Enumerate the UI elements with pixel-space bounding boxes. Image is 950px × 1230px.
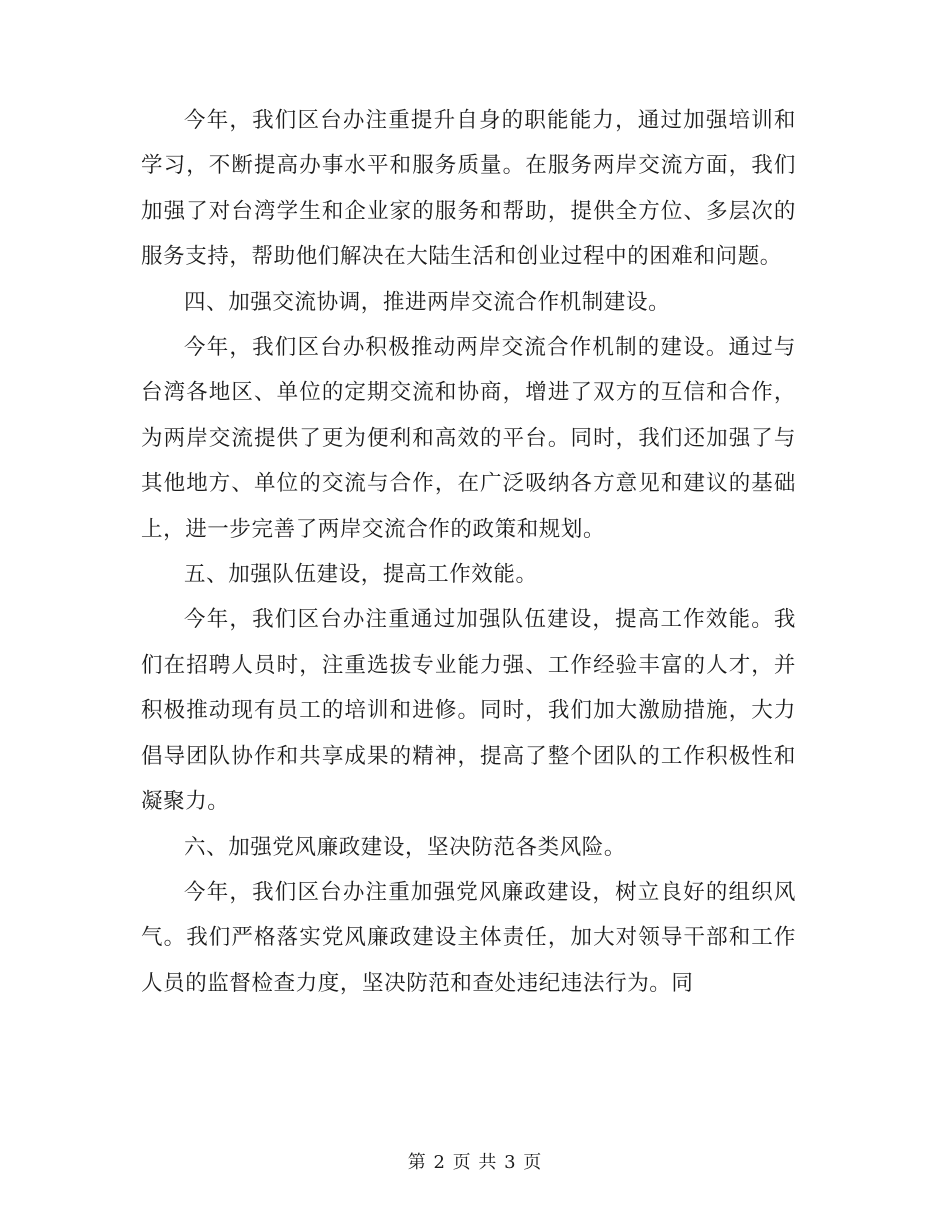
section-heading: 五、加强队伍建设，提高工作效能。: [184, 562, 538, 588]
document-body: [141, 98, 796, 1006]
body-paragraph: 今年，我们区台办注重加强党风廉政建设，树立良好的组织风气。我们严格落实党风廉政建设主体责任，加大对领导干部和工作人员的监督检查力度，坚决防范和查处违纪违法行为。同: [141, 879, 796, 996]
body-paragraph: 今年，我们区台办注重提升自身的职能能力，通过加强培训和学习，不断提高办事水平和服务质量。在服务两岸交流方面，我们加强了对台湾学生和企业家的服务和帮助，提供全方位、多层次的服务支持，帮助他们解决在大陆生活和创业过程中的困难和问题。: [141, 108, 796, 270]
section-heading: 四、加强交流协调，推进两岸交流合作机制建设。: [184, 289, 671, 315]
body-paragraph: 今年，我们区台办积极推动两岸交流合作机制的建设。通过与台湾各地区、单位的定期交流和协商，增进了双方的互信和合作，为两岸交流提供了更为便利和高效的平台。同时，我们还加强了与其他地方、单位的交流与合作，在广泛吸纳各方意见和建议的基础上，进一步完善了两岸交流合作的政策和规划。: [141, 335, 796, 542]
body-paragraph: 今年，我们区台办注重通过加强队伍建设，提高工作效能。我们在招聘人员时，注重选拔专业能力强、工作经验丰富的人才，并积极推动现有员工的培训和进修。同时，我们加大激励措施，大力倡导团队协作和共享成果的精神，提高了整个团队的工作积极性和凝聚力。: [141, 607, 796, 815]
section-heading: 六、加强党风廉政建设，坚决防范各类风险。: [184, 834, 627, 860]
page-number-footer: 第 2 页 共 3 页: [407, 1152, 543, 1173]
